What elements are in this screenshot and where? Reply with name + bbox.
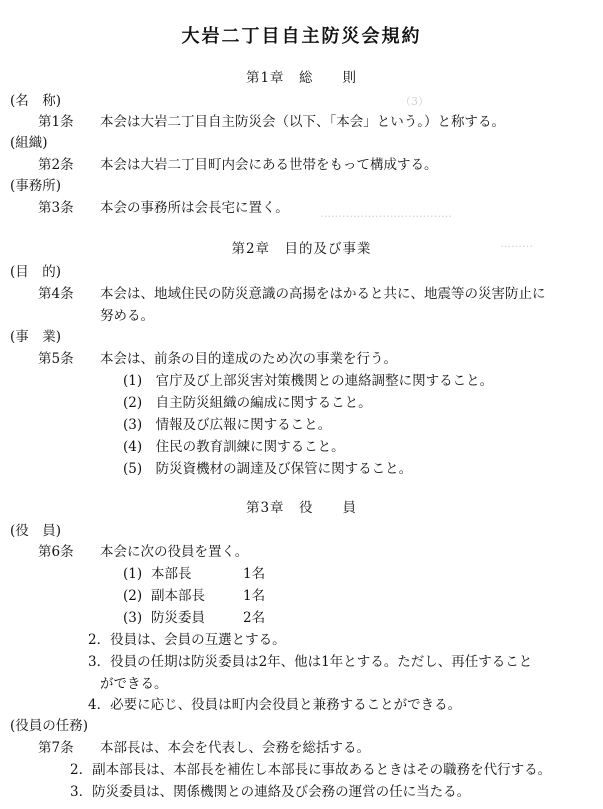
business-item: (1) 官庁及び上部災害対策機関との連絡調整に関すること。 — [123, 373, 494, 389]
article-number: 第6条 — [38, 544, 74, 560]
article-text: 本会の事務所は会長宅に置く。 — [100, 200, 289, 216]
article-number: 第5条 — [38, 351, 74, 367]
article-7 — [38, 742, 370, 756]
business-item: (3) 情報及び広報に関すること。 — [123, 417, 332, 433]
officer-role-row — [123, 612, 265, 626]
bleed-through-mark: ……… — [500, 237, 533, 250]
article-6 — [38, 546, 248, 560]
article-2 — [38, 159, 438, 173]
article-3 — [38, 202, 289, 216]
article-6-paragraph-4: 4．必要に応じ、役員は町内会役員と兼務することができる。 — [88, 697, 462, 713]
role-number: (2) — [123, 588, 143, 604]
section-heading-business: (事 業) — [10, 329, 62, 345]
role-count: 2名 — [243, 610, 266, 626]
article-number: 第2条 — [38, 157, 74, 173]
business-item: (5) 防災資機材の調達及び保管に関すること。 — [123, 461, 413, 477]
section-heading-office: (事務所) — [10, 178, 62, 194]
section-heading-purpose: (目 的) — [10, 264, 62, 280]
role-number: (1) — [123, 566, 143, 582]
article-number: 第1条 — [38, 114, 74, 130]
section-heading-name: (名 称) — [10, 93, 62, 109]
role-name: 本部長 — [151, 566, 192, 582]
article-4-continuation: 努める。 — [100, 308, 154, 324]
document-title: 大岩二丁目自主防災会規約 — [181, 26, 422, 47]
section-heading-officers: (役 員) — [10, 523, 62, 539]
article-6-paragraph-3-continuation: ができる。 — [100, 676, 168, 692]
chapter-2-heading: 第2章 目的及び事業 — [231, 241, 372, 257]
section-heading-duties: (役員の任務) — [10, 718, 89, 734]
article-7-paragraph-3: 3．防災委員は、関係機関との連絡及び会務の運営の任に当たる。 — [70, 784, 471, 800]
article-7-paragraph-2: 2．副本部長は、本部長を補佐し本部長に事故あるときはその職務を代行する。 — [70, 762, 552, 778]
article-text: 本部長は、本会を代表し、会務を総括する。 — [100, 740, 370, 756]
article-1 — [38, 116, 505, 130]
article-4 — [38, 288, 546, 302]
article-text: 本会に次の役員を置く。 — [100, 544, 249, 560]
bleed-through-mark: （3） — [400, 95, 429, 108]
role-count: 1名 — [243, 588, 266, 604]
article-6-paragraph-3: 3．役員の任期は防災委員は2年、他は1年とする。ただし、再任すること — [88, 654, 533, 670]
officer-role-row — [123, 590, 265, 604]
business-item: (2) 自主防災組織の編成に関すること。 — [123, 395, 372, 411]
chapter-1-heading: 第1章 総 則 — [245, 70, 358, 86]
role-name: 副本部長 — [151, 588, 205, 604]
bleed-through-mark: ……………………………… — [320, 207, 452, 220]
article-text: 本会は、地域住民の防災意識の高揚をはかると共に、地震等の災害防止に — [100, 286, 546, 302]
article-number: 第3条 — [38, 200, 74, 216]
role-count: 1名 — [243, 566, 266, 582]
business-item: (4) 住民の教育訓練に関すること。 — [123, 439, 345, 455]
role-name: 防災委員 — [151, 610, 205, 626]
article-text: 本会は、前条の目的達成のため次の事業を行う。 — [100, 351, 397, 367]
article-6-paragraph-2: 2．役員は、会員の互選とする。 — [88, 632, 286, 648]
role-number: (3) — [123, 610, 143, 626]
article-text: 本会は大岩二丁目自主防災会（以下、「本会」という。）と称する。 — [100, 114, 505, 130]
article-text: 本会は大岩二丁目町内会にある世帯をもって構成する。 — [100, 157, 438, 173]
article-5 — [38, 353, 397, 367]
section-heading-org: (組織) — [10, 135, 48, 151]
chapter-3-heading: 第3章 役 員 — [245, 500, 358, 516]
officer-role-row — [123, 568, 265, 582]
article-number: 第7条 — [38, 740, 74, 756]
article-number: 第4条 — [38, 286, 74, 302]
